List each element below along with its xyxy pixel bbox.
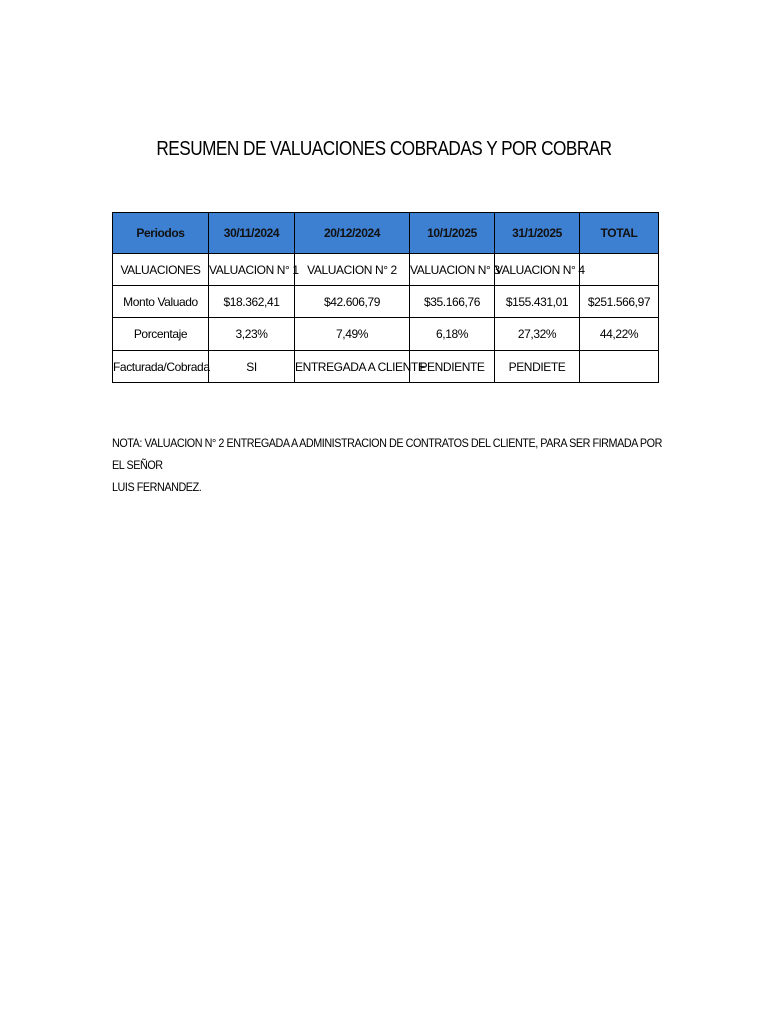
table-row-facturada-cobrada	[113, 351, 659, 383]
document-title: RESUMEN DE VALUACIONES COBRADAS Y POR COBRAR	[156, 138, 612, 160]
table-cell: 3,23%	[209, 318, 295, 351]
table-cell-total: 44,22%	[580, 318, 659, 351]
header-cell-periodos: Periodos	[113, 213, 209, 254]
table-row-valuaciones	[113, 254, 659, 286]
table-cell: PENDIETE	[495, 351, 580, 383]
table-header-row	[113, 213, 659, 254]
row-label-cell: Monto Valuado	[113, 286, 209, 318]
table-cell: VALUACION N° 2	[295, 254, 410, 286]
table-cell: SI	[209, 351, 295, 383]
row-label-cell: Facturada/Cobrada	[113, 351, 209, 383]
row-label-cell: VALUACIONES	[113, 254, 209, 286]
table-cell: VALUACION N° 4	[495, 254, 580, 286]
valuations-summary-table	[112, 212, 659, 383]
row-label-cell: Porcentaje	[113, 318, 209, 351]
table-row-porcentaje	[113, 318, 659, 351]
table-cell: 6,18%	[410, 318, 495, 351]
header-cell-period-4: 31/1/2025	[495, 213, 580, 254]
header-cell-period-2: 20/12/2024	[295, 213, 410, 254]
note-line-2: LUIS FERNANDEZ.	[112, 480, 202, 494]
header-cell-total: TOTAL	[580, 213, 659, 254]
note-paragraph	[112, 432, 670, 498]
table-cell-total	[580, 351, 659, 383]
table-cell-total: $251.566,97	[580, 286, 659, 318]
table-row-monto-valuado	[113, 286, 659, 318]
table-cell: $35.166,76	[410, 286, 495, 318]
table-cell: PENDIENTE	[410, 351, 495, 383]
table-cell: $42.606,79	[295, 286, 410, 318]
table-cell: $155.431,01	[495, 286, 580, 318]
header-cell-period-3: 10/1/2025	[410, 213, 495, 254]
table-cell: 27,32%	[495, 318, 580, 351]
table-cell: 7,49%	[295, 318, 410, 351]
table-cell: $18.362,41	[209, 286, 295, 318]
table-cell: VALUACION N° 3	[410, 254, 495, 286]
table-cell-total	[580, 254, 659, 286]
header-cell-period-1: 30/11/2024	[209, 213, 295, 254]
note-line-1: NOTA: VALUACION N° 2 ENTREGADA A ADMINISTRACION DE CONTRATOS DEL CLIENTE, PARA SER FIRMADA POR EL SEÑOR	[112, 436, 662, 472]
table-cell: VALUACION N° 1	[209, 254, 295, 286]
table-cell: ENTREGADA A CLIENTE	[295, 351, 410, 383]
